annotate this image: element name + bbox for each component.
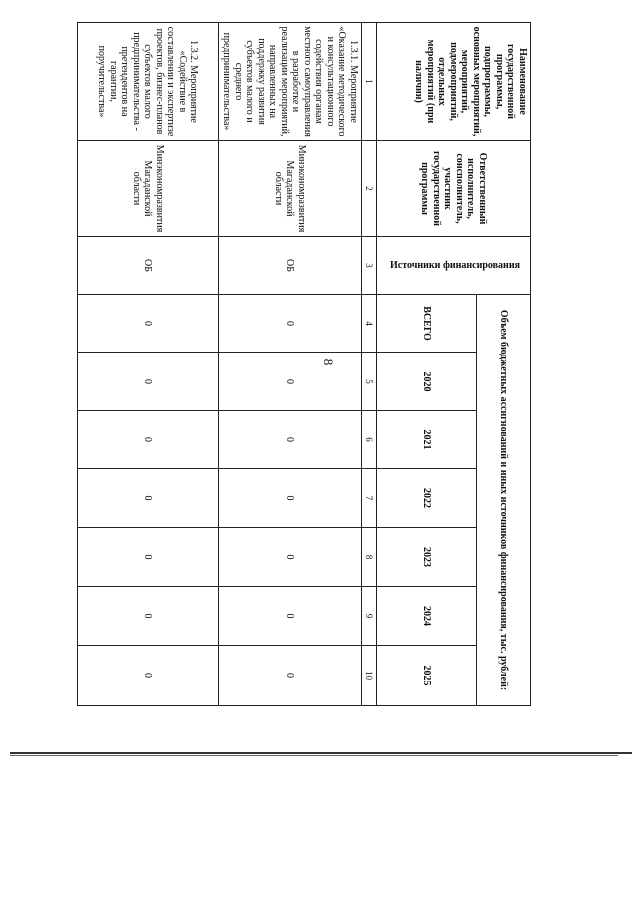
- header-year-2023: 2023: [377, 528, 477, 587]
- row-value: 0: [77, 646, 218, 706]
- column-index: 3: [361, 237, 376, 295]
- column-index: 2: [361, 141, 376, 237]
- column-index: 1: [361, 23, 376, 141]
- header-source-label: Источники финансирования: [390, 259, 521, 271]
- table-row: [218, 23, 361, 706]
- column-index: 9: [361, 587, 376, 646]
- row-executor: Минэкономразвития Магаданской области: [218, 141, 361, 237]
- horizontal-rule: [10, 755, 618, 756]
- row-value: 0: [77, 353, 218, 411]
- column-index: 4: [361, 295, 376, 353]
- row-value: 0: [77, 528, 218, 587]
- row-executor: Минэкономразвития Магаданской области: [77, 141, 218, 237]
- rotated-table-area: [81, 22, 531, 705]
- row-value: 0: [218, 295, 361, 353]
- row-value: 0: [218, 411, 361, 469]
- row-value: 0: [77, 411, 218, 469]
- funding-table: [77, 22, 531, 706]
- page-number: 8: [321, 358, 336, 366]
- column-index-row: [361, 23, 376, 706]
- column-index: 7: [361, 469, 376, 528]
- column-index: 10: [361, 646, 376, 706]
- header-source: [377, 237, 531, 295]
- header-executor: Ответственный исполнитель, соисполнитель, участник государственной программы: [377, 141, 531, 237]
- header-year-total: ВСЕГО: [377, 295, 477, 353]
- header-year-2025: 2025: [377, 646, 477, 706]
- horizontal-rule: [10, 752, 632, 754]
- column-index: 5: [361, 353, 376, 411]
- column-index: 6: [361, 411, 376, 469]
- row-value: 0: [218, 528, 361, 587]
- row-value: 0: [77, 587, 218, 646]
- row-source: ОБ: [77, 237, 218, 295]
- header-year-2024: 2024: [377, 587, 477, 646]
- header-year-2020: 2020: [377, 353, 477, 411]
- header-year-2021: 2021: [377, 411, 477, 469]
- column-index: 8: [361, 528, 376, 587]
- row-name: 1.3.1. Мероприятие «Оказание методического и консультационного содействия органам местного самоуправления в разработке и реализации мероприятий, направленных на поддержку развития субъектов малого и среднего предпринимательства»: [218, 23, 361, 141]
- row-source: ОБ: [218, 237, 361, 295]
- header-year-2022: 2022: [377, 469, 477, 528]
- row-value: 0: [77, 295, 218, 353]
- header-funding-group: Объем бюджетных ассигнований и иных источников финансирования, тыс. рублей:: [477, 295, 531, 706]
- table-row: [77, 23, 218, 706]
- row-name: 1.3.2. Мероприятие «Содействие в составлении и экспертизе проектов, бизнес-планов субъектов малого предпринимательства - претендентов на гарантии, поручительства»: [77, 23, 218, 141]
- header-row-group: [477, 23, 531, 706]
- row-value: 0: [218, 353, 361, 411]
- header-name: Наименование государственной программы, подпрограммы, основных мероприятий, мероприятий, подмероприятий, отдельных мероприятий (при наличии): [377, 23, 531, 141]
- row-value: 0: [218, 587, 361, 646]
- row-value: 0: [218, 646, 361, 706]
- row-value: 0: [77, 469, 218, 528]
- row-value: 0: [218, 469, 361, 528]
- rotated-table-frame: [81, 22, 531, 705]
